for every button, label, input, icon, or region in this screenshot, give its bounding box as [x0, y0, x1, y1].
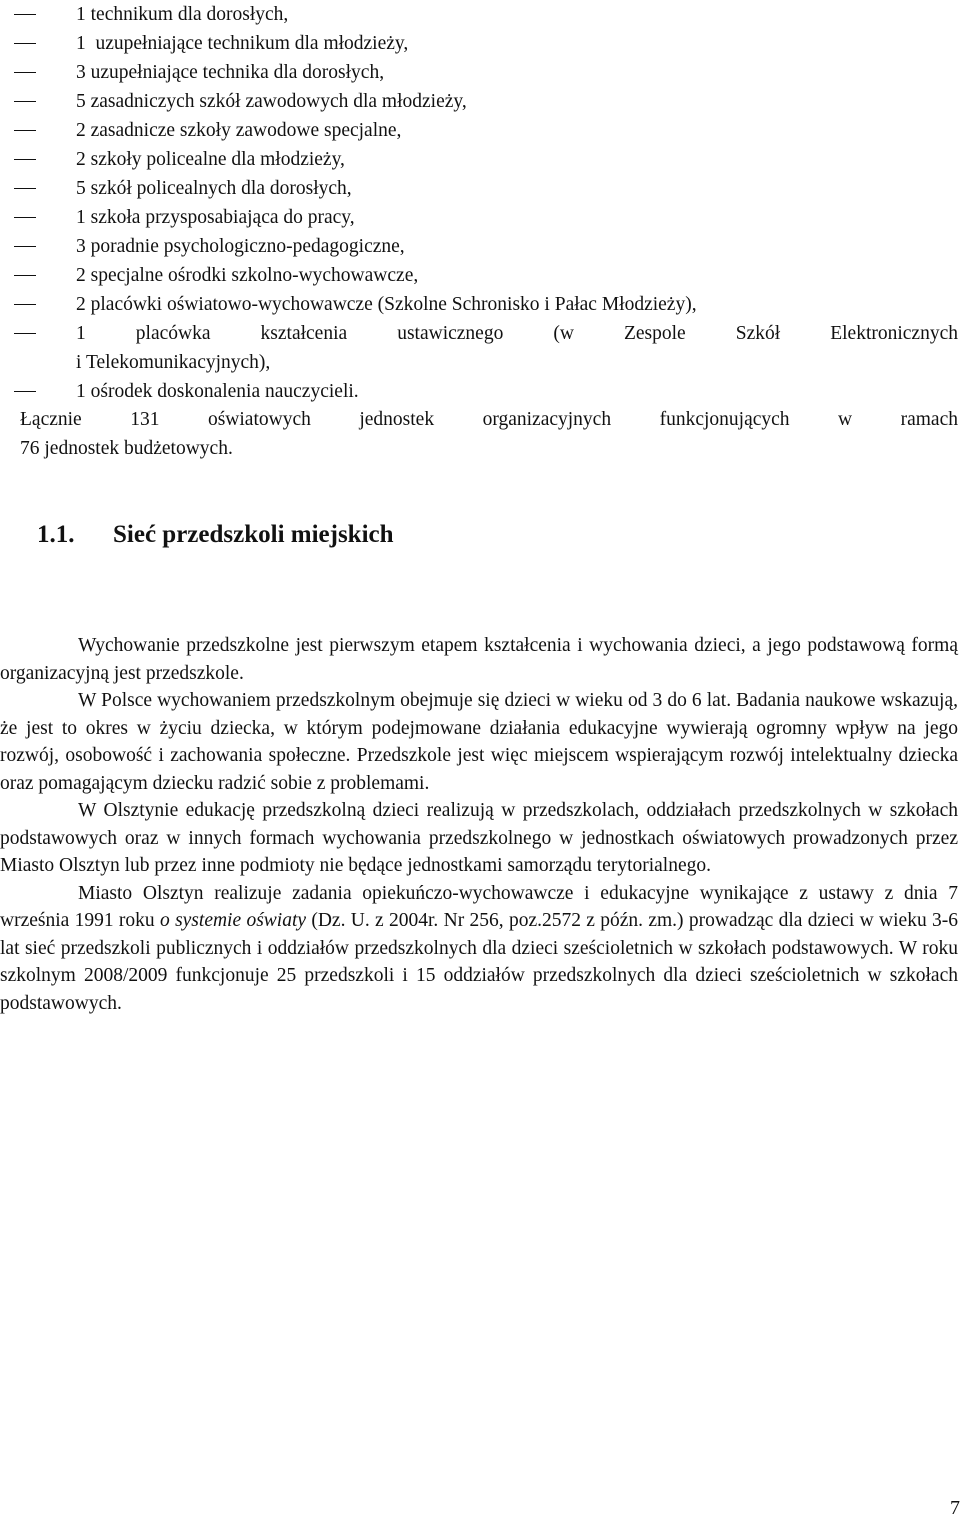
list-item-text: 1 technikum dla dorosłych,	[76, 4, 289, 25]
list-item-text: 1 uzupełniające technikum dla młodzieży,	[76, 33, 409, 54]
summary-line-1: Łącznie 131 oświatowych jednostek organizacyjnych funkcjonujących w ramach	[20, 409, 958, 430]
section-number: 1.1.	[37, 521, 75, 548]
list-item	[0, 319, 960, 377]
list-item-text-continuation: i Telekomunikacyjnych),	[76, 352, 271, 373]
list-item	[0, 232, 960, 261]
dash-bullet	[14, 72, 36, 73]
paragraph: Wychowanie przedszkolne jest pierwszym etapem kształcenia i wychowania dzieci, a jego podstawową formą organizacyjną jest przedszkole.	[0, 635, 958, 684]
list-item-text: 3 uzupełniające technika dla dorosłych,	[76, 62, 385, 83]
list-item	[0, 203, 960, 232]
list-item	[0, 290, 960, 319]
list-item-text: 2 zasadnicze szkoły zawodowe specjalne,	[76, 120, 402, 141]
page-number: 7	[950, 1497, 960, 1519]
list-item-text: 5 szkół policealnych dla dorosłych,	[76, 178, 352, 199]
section-body	[0, 632, 958, 1017]
paragraph: W Polsce wychowaniem przedszkolnym obejmuje się dzieci w wieku od 3 do 6 lat. Badania naukowe wskazują, że jest to okres w życiu dziecka, w którym podejmowane działania edukacyjne wywierają ogromny wpływ na jego rozwój, osobowość i zachowania społeczne. Przedszkole jest więc miejscem wspierającym rozwój intelektualny dziecka oraz pomagającym dziecku radzić sobie z problemami.	[0, 690, 958, 794]
list-item	[0, 87, 960, 116]
dash-bullet	[14, 188, 36, 189]
list-item	[0, 58, 960, 87]
list-item	[0, 261, 960, 290]
dash-bullet	[14, 43, 36, 44]
dash-bullet	[14, 130, 36, 131]
list-item-text: 1 placówka kształcenia ustawicznego (w Zespole Szkół Elektronicznych	[76, 323, 958, 344]
list-item	[0, 0, 960, 29]
summary-paragraph	[20, 405, 958, 463]
paragraph: W Olsztynie edukację przedszkolną dzieci realizują w przedszkolach, oddziałach przedszkolnych w szkołach podstawowych oraz w innych formach wychowania przedszkolnego w jednostkach oświatowych prowadzonych przez Miasto Olsztyn lub przez inne podmioty nie będące jednostkami samorządu terytorialnego.	[0, 800, 958, 876]
dash-bullet	[14, 101, 36, 102]
list-item	[0, 377, 960, 406]
list-item-text: 5 zasadniczych szkół zawodowych dla młodzieży,	[76, 91, 467, 112]
list-item-text: 2 specjalne ośrodki szkolno-wychowawcze,	[76, 265, 419, 286]
list-item	[0, 174, 960, 203]
act-title: o systemie oświaty	[160, 910, 307, 931]
list-item-text: 1 ośrodek doskonalenia nauczycieli.	[76, 381, 359, 402]
dash-bullet	[14, 304, 36, 305]
list-item	[0, 145, 960, 174]
dash-bullet	[14, 275, 36, 276]
list-item	[0, 29, 960, 58]
dash-bullet	[14, 217, 36, 218]
dash-bullet	[14, 246, 36, 247]
dash-bullet	[14, 333, 36, 334]
list-item	[0, 116, 960, 145]
paragraph-text: Miasto Olsztyn realizuje zadania opiekuńczo-wychowawcze i edukacyjne wynikające z ustawy z dnia 7 września 1991 roku	[0, 882, 958, 931]
list-item-text: 3 poradnie psychologiczno-pedagogiczne,	[76, 236, 405, 257]
dash-bullet	[14, 159, 36, 160]
section-title: Sieć przedszkoli miejskich	[113, 521, 394, 548]
dash-bullet	[14, 14, 36, 15]
section-heading	[37, 518, 394, 552]
paragraph	[0, 880, 958, 1018]
dash-bullet	[14, 391, 36, 392]
summary-line-2: 76 jednostek budżetowych.	[20, 438, 233, 459]
list-item-text: 2 placówki oświatowo-wychowawcze (Szkolne Schronisko i Pałac Młodzieży),	[76, 294, 697, 315]
paragraph-text: (Dz. U. z 2004r. Nr 256, poz.2572 z późn. zm.) prowadząc dla dzieci w wieku 3-6 lat sieć przedszkoli publicznych i oddziałów przedszkolnych dla dzieci sześcioletnich w szkołach podstawowych. W roku szkolnym 2008/2009 funkcjonuje 25 przedszkoli i 15 oddziałów przedszkolnych dla dzieci sześcioletnich w szkołach podstawowych.	[0, 910, 958, 1014]
list-item-text: 1 szkoła przysposabiająca do pracy,	[76, 207, 355, 228]
list-item-text: 2 szkoły policealne dla młodzieży,	[76, 149, 345, 170]
